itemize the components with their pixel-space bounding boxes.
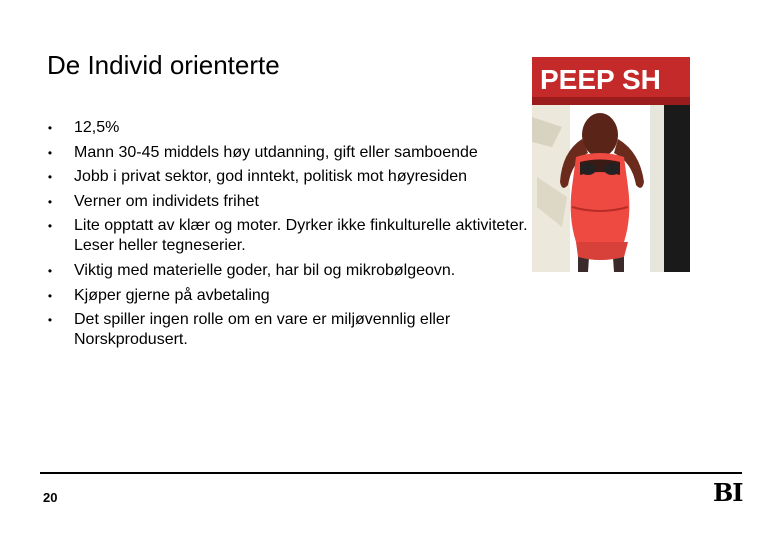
bullet-text: Jobb i privat sektor, god inntekt, politisk mot høyresiden (74, 168, 468, 186)
list-item (44, 192, 534, 212)
bullet-text: Kjøper gjerne på avbetaling (74, 286, 270, 304)
list-item (44, 118, 534, 138)
sign-text: PEEP SH (540, 64, 661, 95)
bullet-dot: • (47, 170, 53, 185)
bullet-text: Det spiller ingen rolle om en vare er miljøvennlig eller (74, 311, 451, 329)
bullet-text: Leser heller tegneserier. (74, 237, 246, 255)
bullet-text: Lite opptatt av klær og moter. Dyrker ikke finkulturelle aktiviteter. (74, 217, 528, 235)
list-item (44, 143, 534, 163)
bi-logo: BI (713, 478, 743, 507)
bullet-dot: • (47, 263, 53, 278)
bullet-text: Viktig med materielle goder, har bil og mikrobølgeovn. (74, 261, 456, 279)
page-number: 20 (43, 490, 58, 505)
peep-show-figure-icon (532, 57, 690, 272)
list-item (44, 216, 534, 236)
list-item (44, 310, 534, 330)
bullet-dot: • (47, 313, 53, 328)
bullet-dot: • (47, 121, 53, 135)
list-item (44, 286, 534, 306)
bullet-text: Mann 30-45 middels høy utdanning, gift eller samboende (74, 143, 478, 161)
list-item (44, 167, 534, 187)
list-item-continuation (44, 330, 534, 350)
slide-title: De Individ orienterte (47, 50, 280, 80)
bullet-dot: • (47, 194, 53, 209)
footer-divider (40, 472, 742, 474)
bullet-dot: • (47, 145, 53, 160)
bullet-dot: • (47, 219, 53, 234)
bullet-text: Verner om individets frihet (74, 192, 259, 210)
bullet-text: 12,5% (74, 119, 120, 136)
list-item-continuation (44, 236, 534, 256)
bullet-text: Norskprodusert. (74, 331, 188, 349)
bullet-dot: • (47, 288, 53, 303)
list-item (44, 261, 534, 281)
bullet-list (44, 118, 534, 355)
